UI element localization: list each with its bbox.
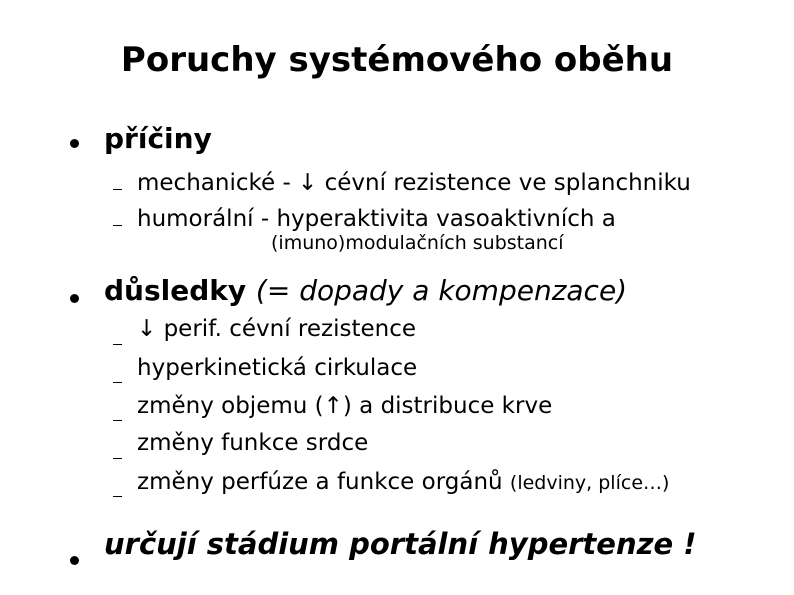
causes-item-continuation: (imuno)modulačních substancí xyxy=(271,232,564,254)
dash-icon xyxy=(113,458,122,459)
slide-title: Poruchy systémového oběhu xyxy=(120,40,674,80)
causes-item: humorální - hyperaktivita vasoaktivních a xyxy=(137,206,616,232)
effects-heading-row xyxy=(104,274,627,307)
dash-icon xyxy=(113,496,122,497)
effects-item: změny funkce srdce xyxy=(137,430,369,456)
effects-item: změny objemu (↑) a distribuce krve xyxy=(137,393,553,419)
effects-item-note: (ledviny, plíce…) xyxy=(509,472,670,494)
effects-heading: důsledky xyxy=(104,274,247,307)
dash-icon xyxy=(113,382,122,383)
dash-icon xyxy=(113,225,122,226)
conclusion: určují stádium portální hypertenze ! xyxy=(104,527,697,561)
bullet-icon xyxy=(70,556,79,565)
dash-icon xyxy=(113,189,122,190)
causes-heading: příčiny xyxy=(104,122,212,155)
dash-icon xyxy=(113,420,122,421)
effects-heading-note: (= dopady a kompenzace) xyxy=(255,274,628,307)
bullet-icon xyxy=(70,139,79,148)
effects-item: hyperkinetická cirkulace xyxy=(137,355,418,381)
dash-icon xyxy=(113,344,122,345)
effects-item: změny perfúze a funkce orgánů xyxy=(137,469,503,495)
effects-item: ↓ perif. cévní rezistence xyxy=(137,316,416,342)
effects-item-row xyxy=(137,469,669,495)
causes-item: mechanické - ↓ cévní rezistence ve splanchniku xyxy=(137,170,691,196)
bullet-icon xyxy=(70,294,79,303)
